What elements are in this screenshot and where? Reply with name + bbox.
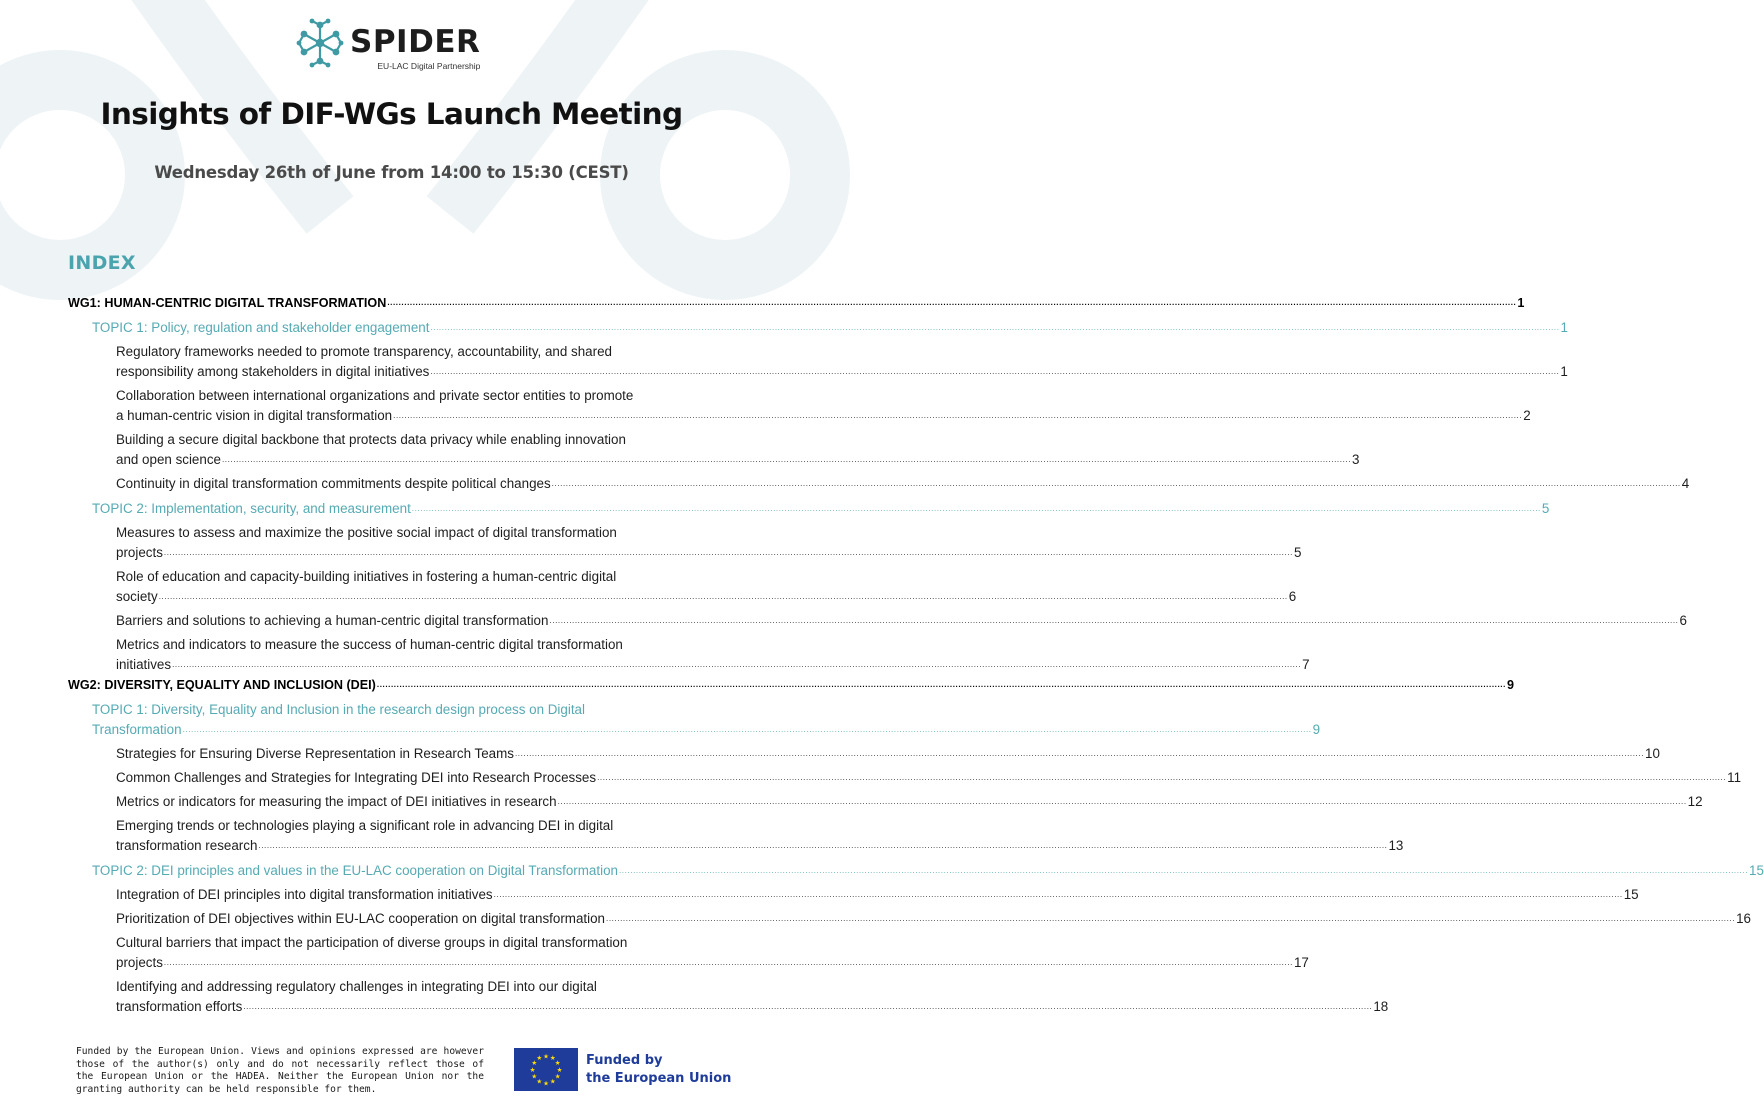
toc-entry-title: responsibility among stakeholders in digital initiatives — [116, 364, 430, 379]
toc-entry[interactable] — [68, 474, 1690, 494]
toc-page-number: 6 — [1288, 589, 1297, 604]
meeting-date: Wednesday 26th of June from 14:00 to 15:30 (CEST) — [154, 163, 629, 182]
toc-entry-title: WG1: HUMAN-CENTRIC DIGITAL TRANSFORMATION — [68, 296, 387, 310]
spider-network-icon — [296, 16, 344, 70]
toc-entry-title-line1: Building a secure digital backbone that protects data privacy while enabling innovation — [116, 432, 626, 447]
eu-funded-line1: Funded by — [586, 1052, 663, 1068]
index-heading: INDEX — [68, 252, 136, 274]
toc-page-number: 18 — [1373, 999, 1389, 1014]
eu-funded-line2: the European Union — [586, 1070, 732, 1086]
toc-entry[interactable] — [68, 933, 1309, 973]
toc-entry-title: projects — [116, 545, 163, 560]
toc-dot-leader: ................................................................................................................................................................................................................................................................................................................................................................................................................ — [163, 548, 1293, 557]
toc-dot-leader: ................................................................................................................................................................................................................................................................................................................................................................................................................ — [618, 866, 1749, 875]
toc-entry[interactable] — [68, 768, 1742, 788]
toc-entry-title: WG2: DIVERSITY, EQUALITY AND INCLUSION (DEI) — [68, 678, 376, 692]
toc-entry-title-line1: Collaboration between international organizations and private sector entities to promote — [116, 388, 634, 403]
eu-funding-badge — [514, 1048, 731, 1091]
toc-entry[interactable] — [68, 567, 1297, 607]
toc-entry-title: Prioritization of DEI objectives within EU-LAC cooperation on digital transformation — [116, 911, 605, 926]
toc-entry[interactable] — [68, 499, 1550, 519]
toc-entry-title-line1: Emerging trends or technologies playing a significant role in advancing DEI in digital — [116, 818, 614, 833]
toc-page-number: 3 — [1352, 452, 1360, 467]
toc-entry[interactable] — [68, 318, 1568, 338]
toc-entry-title: transformation research — [116, 838, 258, 853]
toc-page-number: 1 — [1560, 320, 1568, 335]
toc-page-number: 9 — [1506, 678, 1514, 692]
toc-dot-leader: ................................................................................................................................................................................................................................................................................................................................................................................................................ — [393, 411, 1523, 420]
eu-star-icon: ★ — [531, 1059, 538, 1068]
toc-dot-leader: ................................................................................................................................................................................................................................................................................................................................................................................................................ — [163, 958, 1293, 967]
toc-dot-leader: ................................................................................................................................................................................................................................................................................................................................................................................................................ — [430, 367, 1560, 376]
toc-entry[interactable] — [68, 744, 1660, 764]
eu-star-icon: ★ — [549, 1054, 556, 1063]
toc-page-number: 11 — [1727, 770, 1742, 785]
toc-entry-title-line1: Identifying and addressing regulatory challenges in integrating DEI into our digital — [116, 979, 597, 994]
toc-entry-title-line1: TOPIC 1: Diversity, Equality and Inclusion in the research design process on Digital — [92, 702, 585, 717]
toc-entry[interactable] — [68, 861, 1764, 881]
toc-entry-title: TOPIC 2: DEI principles and values in the EU-LAC cooperation on Digital Transformation — [92, 863, 618, 878]
toc-dot-leader: ................................................................................................................................................................................................................................................................................................................................................................................................................ — [597, 773, 1727, 782]
toc-entry[interactable] — [68, 816, 1404, 856]
toc-dot-leader: ................................................................................................................................................................................................................................................................................................................................................................................................................ — [606, 914, 1736, 923]
toc-entry[interactable] — [68, 523, 1302, 563]
toc-dot-leader: ................................................................................................................................................................................................................................................................................................................................................................................................................ — [430, 323, 1560, 332]
toc-entry-title: transformation efforts — [116, 999, 243, 1014]
toc-page-number: 7 — [1302, 657, 1310, 672]
toc-entry[interactable] — [68, 611, 1687, 631]
eu-star-icon: ★ — [556, 1065, 563, 1074]
table-of-contents — [68, 293, 1764, 1017]
toc-dot-leader: ................................................................................................................................................................................................................................................................................................................................................................................................................ — [551, 479, 1681, 488]
toc-entry[interactable] — [68, 386, 1531, 426]
toc-entry[interactable] — [68, 909, 1751, 929]
toc-entry-title: Integration of DEI principles into digital transformation initiatives — [116, 887, 493, 902]
toc-entry-title-line1: Measures to assess and maximize the positive social impact of digital transformation — [116, 525, 617, 540]
toc-page-number: 17 — [1293, 955, 1309, 970]
toc-dot-leader: ................................................................................................................................................................................................................................................................................................................................................................................................................ — [221, 455, 1352, 464]
eu-star-icon: ★ — [543, 1079, 549, 1088]
toc-entry-title: a human-centric vision in digital transformation — [116, 408, 393, 423]
eu-star-icon: ★ — [529, 1065, 536, 1074]
toc-entry-title-line1: Cultural barriers that impact the participation of diverse groups in digital transformation — [116, 935, 628, 950]
eu-star-icon: ★ — [554, 1059, 561, 1068]
toc-entry-title: TOPIC 2: Implementation, security, and measurement — [92, 501, 411, 516]
toc-entry-title-line1: Metrics and indicators to measure the success of human-centric digital transformation — [116, 637, 623, 652]
toc-entry-title: initiatives — [116, 657, 172, 672]
toc-page-number: 12 — [1687, 794, 1703, 809]
toc-entry-title: Strategies for Ensuring Diverse Representation in Research Teams — [116, 746, 514, 761]
toc-page-number: 5 — [1541, 501, 1550, 516]
toc-dot-leader: ................................................................................................................................................................................................................................................................................................................................................................................................................ — [243, 1002, 1373, 1011]
logo-subtitle: EU-LAC Digital Partnership — [377, 61, 481, 71]
toc-entry-title: society — [116, 589, 158, 604]
toc-entry-title: projects — [116, 955, 163, 970]
toc-dot-leader: ................................................................................................................................................................................................................................................................................................................................................................................................................ — [258, 841, 1388, 850]
toc-entry[interactable] — [68, 430, 1360, 470]
toc-entry[interactable] — [68, 342, 1568, 382]
toc-entry[interactable] — [68, 977, 1389, 1017]
eu-star-icon: ★ — [543, 1052, 549, 1061]
page-title: Insights of DIF-WGs Launch Meeting — [100, 97, 683, 131]
toc-entry[interactable] — [68, 700, 1321, 740]
toc-entry[interactable] — [68, 635, 1310, 675]
toc-entry[interactable] — [68, 885, 1639, 905]
toc-page-number: 15 — [1749, 863, 1764, 878]
toc-dot-leader: ................................................................................................................................................................................................................................................................................................................................................................................................................ — [411, 504, 1541, 513]
toc-entry[interactable] — [68, 792, 1703, 812]
toc-dot-leader: ................................................................................................................................................................................................................................................................................................................................................................................................................ — [514, 749, 1645, 758]
logo-name: SPIDER — [350, 24, 481, 60]
toc-entry-title: Barriers and solutions to achieving a human-centric digital transformation — [116, 613, 549, 628]
toc-dot-leader: ................................................................................................................................................................................................................................................................................................................................................................................................................ — [182, 725, 1312, 734]
toc-dot-leader: ................................................................................................................................................................................................................................................................................................................................................................................................................ — [549, 616, 1679, 625]
eu-star-icon: ★ — [554, 1072, 561, 1081]
toc-page-number: 2 — [1523, 408, 1531, 423]
eu-flag-icon — [514, 1048, 578, 1091]
toc-page-number: 13 — [1388, 838, 1404, 853]
toc-dot-leader: ................................................................................................................................................................................................................................................................................................................................................................................................................ — [557, 797, 1687, 806]
toc-dot-leader: ................................................................................................................................................................................................................................................................................................................................................................................................................ — [376, 680, 1506, 689]
funding-disclaimer: Funded by the European Union. Views and opinions expressed are however those of the author(s) only and do not necessarily reflect those of the European Union or the HADEA. Neither the European Union nor the granting authority can be held responsible for them. — [76, 1046, 484, 1095]
spider-logo — [296, 16, 480, 71]
eu-star-icon: ★ — [549, 1077, 556, 1086]
eu-star-icon: ★ — [531, 1072, 538, 1081]
toc-entry[interactable] — [68, 293, 1525, 313]
toc-page-number: 5 — [1293, 545, 1302, 560]
toc-dot-leader: ................................................................................................................................................................................................................................................................................................................................................................................................................ — [172, 660, 1302, 669]
eu-star-icon: ★ — [536, 1077, 543, 1086]
toc-entry-title: Common Challenges and Strategies for Integrating DEI into Research Processes — [116, 770, 597, 785]
toc-page-number: 10 — [1645, 746, 1660, 761]
toc-entry-title-line1: Regulatory frameworks needed to promote transparency, accountability, and shared — [116, 344, 612, 359]
toc-entry-title: Continuity in digital transformation commitments despite political changes — [116, 476, 551, 491]
page-header — [0, 0, 783, 215]
toc-page-number: 1 — [1517, 296, 1525, 310]
toc-entry[interactable] — [68, 675, 1514, 695]
toc-dot-leader: ................................................................................................................................................................................................................................................................................................................................................................................................................ — [158, 592, 1288, 601]
toc-page-number: 9 — [1312, 722, 1321, 737]
toc-entry-title-line1: Role of education and capacity-building initiatives in fostering a human-centric digital — [116, 569, 617, 584]
toc-entry-title: and open science — [116, 452, 221, 467]
toc-dot-leader: ................................................................................................................................................................................................................................................................................................................................................................................................................ — [387, 298, 1517, 307]
toc-page-number: 4 — [1681, 476, 1690, 491]
toc-page-number: 6 — [1679, 613, 1687, 628]
toc-page-number: 15 — [1623, 887, 1639, 902]
toc-page-number: 1 — [1560, 364, 1568, 379]
toc-entry-title: TOPIC 1: Policy, regulation and stakeholder engagement — [92, 320, 430, 335]
toc-entry-title: Transformation — [92, 722, 182, 737]
toc-page-number: 16 — [1736, 911, 1751, 926]
toc-entry-title: Metrics or indicators for measuring the impact of DEI initiatives in research — [116, 794, 557, 809]
eu-star-icon: ★ — [536, 1054, 543, 1063]
toc-dot-leader: ................................................................................................................................................................................................................................................................................................................................................................................................................ — [493, 890, 1623, 899]
